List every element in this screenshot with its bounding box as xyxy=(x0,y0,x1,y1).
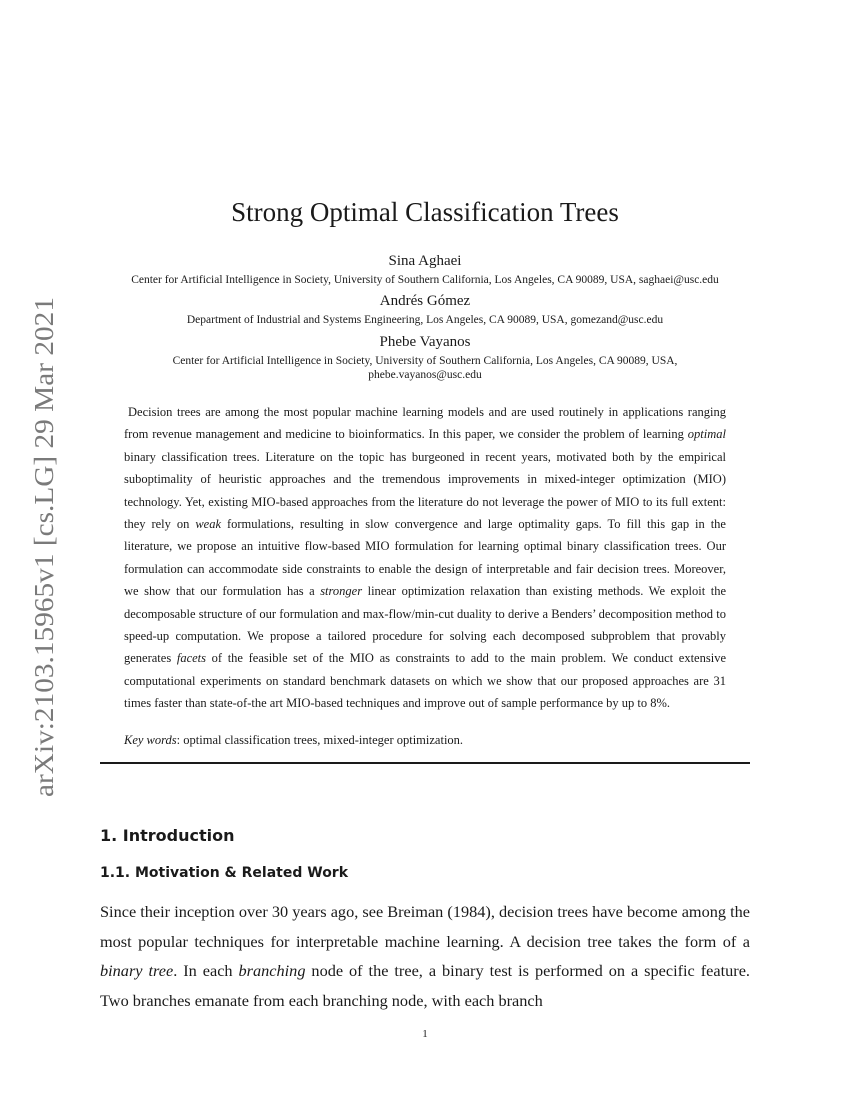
author-block-1 xyxy=(96,252,754,287)
author-block-3 xyxy=(96,333,754,382)
body-text: Since their inception over 30 years ago, see Breiman (1984), decision trees have become among the most popular techniques for interpretable machine learning. A decision tree takes the form of a xyxy=(100,902,750,951)
page-number: 1 xyxy=(422,1028,428,1040)
author-name: Andrés Gómez xyxy=(379,293,471,309)
abstract-text: of the feasible set of the MIO as constraints to add to the main problem. We conduct extensive computational experiments on standard benchmark datasets on which we show that our proposed approaches are 31 times faster than state-of-the art MIO-based techniques and improve out of sample performance by up to 8%. xyxy=(124,651,726,711)
subsection-heading-motivation: 1.1. Motivation & Related Work xyxy=(100,865,349,881)
author-affiliation: Center for Artificial Intelligence in Society, University of Southern California, Los Angeles, CA 90089, USA, xyxy=(172,355,678,367)
abstract-text: formulations, resulting in slow convergence and large optimality gaps. To fill this gap in the literature, we propose an intuitive flow-based MIO formulation for learning optimal binary classification trees. Our formulation can accommodate side constraints to enable the design of interpretable and fair decision trees. Moreover, we show that our formulation has a xyxy=(124,517,726,599)
abstract-text: Decision trees are among the most popular machine learning models and are used routinely in applications ranging from revenue management and medicine to bioinformatics. In this paper, we consider the problem of learning xyxy=(124,405,726,442)
keywords-label: Key words xyxy=(124,733,177,747)
author-block-2 xyxy=(96,292,754,327)
abstract-text: linear optimization relaxation than existing methods. We exploit the decomposable structure of our formulation and max-flow/min-cut duality to derive a Benders’ decomposition method to speed-up computation. We propose a tailored procedure for solving each decomposed subproblem that provably generates xyxy=(124,584,726,666)
body-emphasis: branching xyxy=(238,961,306,981)
author-name: Sina Aghaei xyxy=(388,253,462,269)
body-text: . In each xyxy=(173,961,239,981)
keywords xyxy=(124,730,726,750)
body-text: node of the tree, a binary test is performed on a specific feature. Two branches emanate from each branching node, with each branch xyxy=(100,961,751,1011)
body-emphasis: binary tree xyxy=(100,961,174,981)
abstract-emphasis: optimal xyxy=(687,427,726,442)
paper-title: Strong Optimal Classification Trees xyxy=(231,197,619,227)
author-email: phebe.vayanos@usc.edu xyxy=(368,369,482,381)
arxiv-identifier-text: arXiv:2103.15965v1 [cs.LG] 29 Mar 2021 xyxy=(29,336,59,797)
abstract-emphasis: facets xyxy=(176,651,207,666)
abstract-divider xyxy=(100,762,750,764)
author-name: Phebe Vayanos xyxy=(379,334,471,350)
abstract-emphasis: weak xyxy=(195,517,221,532)
introduction-paragraph xyxy=(100,897,750,1016)
keywords-text: : optimal classification trees, mixed-integer optimization. xyxy=(176,733,464,747)
author-affiliation: Department of Industrial and Systems Engineering, Los Angeles, CA 90089, USA, gomezand@usc.edu xyxy=(186,314,664,326)
abstract xyxy=(124,401,726,715)
abstract-text: binary classification trees. Literature on the topic has burgeoned in recent years, motivated both by the empirical suboptimality of heuristic approaches and the tremendous improvements in mixed-integer optimization (MIO) technology. Yet, existing MIO-based approaches from the literature do not leverage the power of MIO to its full extent: they rely on xyxy=(124,449,726,532)
abstract-emphasis: stronger xyxy=(320,584,363,599)
author-affiliation: Center for Artificial Intelligence in Society, University of Southern California, Los Angeles, CA 90089, USA, saghaei@usc.edu xyxy=(131,274,719,286)
arxiv-identifier-stamp xyxy=(18,292,68,797)
section-heading-introduction: 1. Introduction xyxy=(100,826,235,845)
